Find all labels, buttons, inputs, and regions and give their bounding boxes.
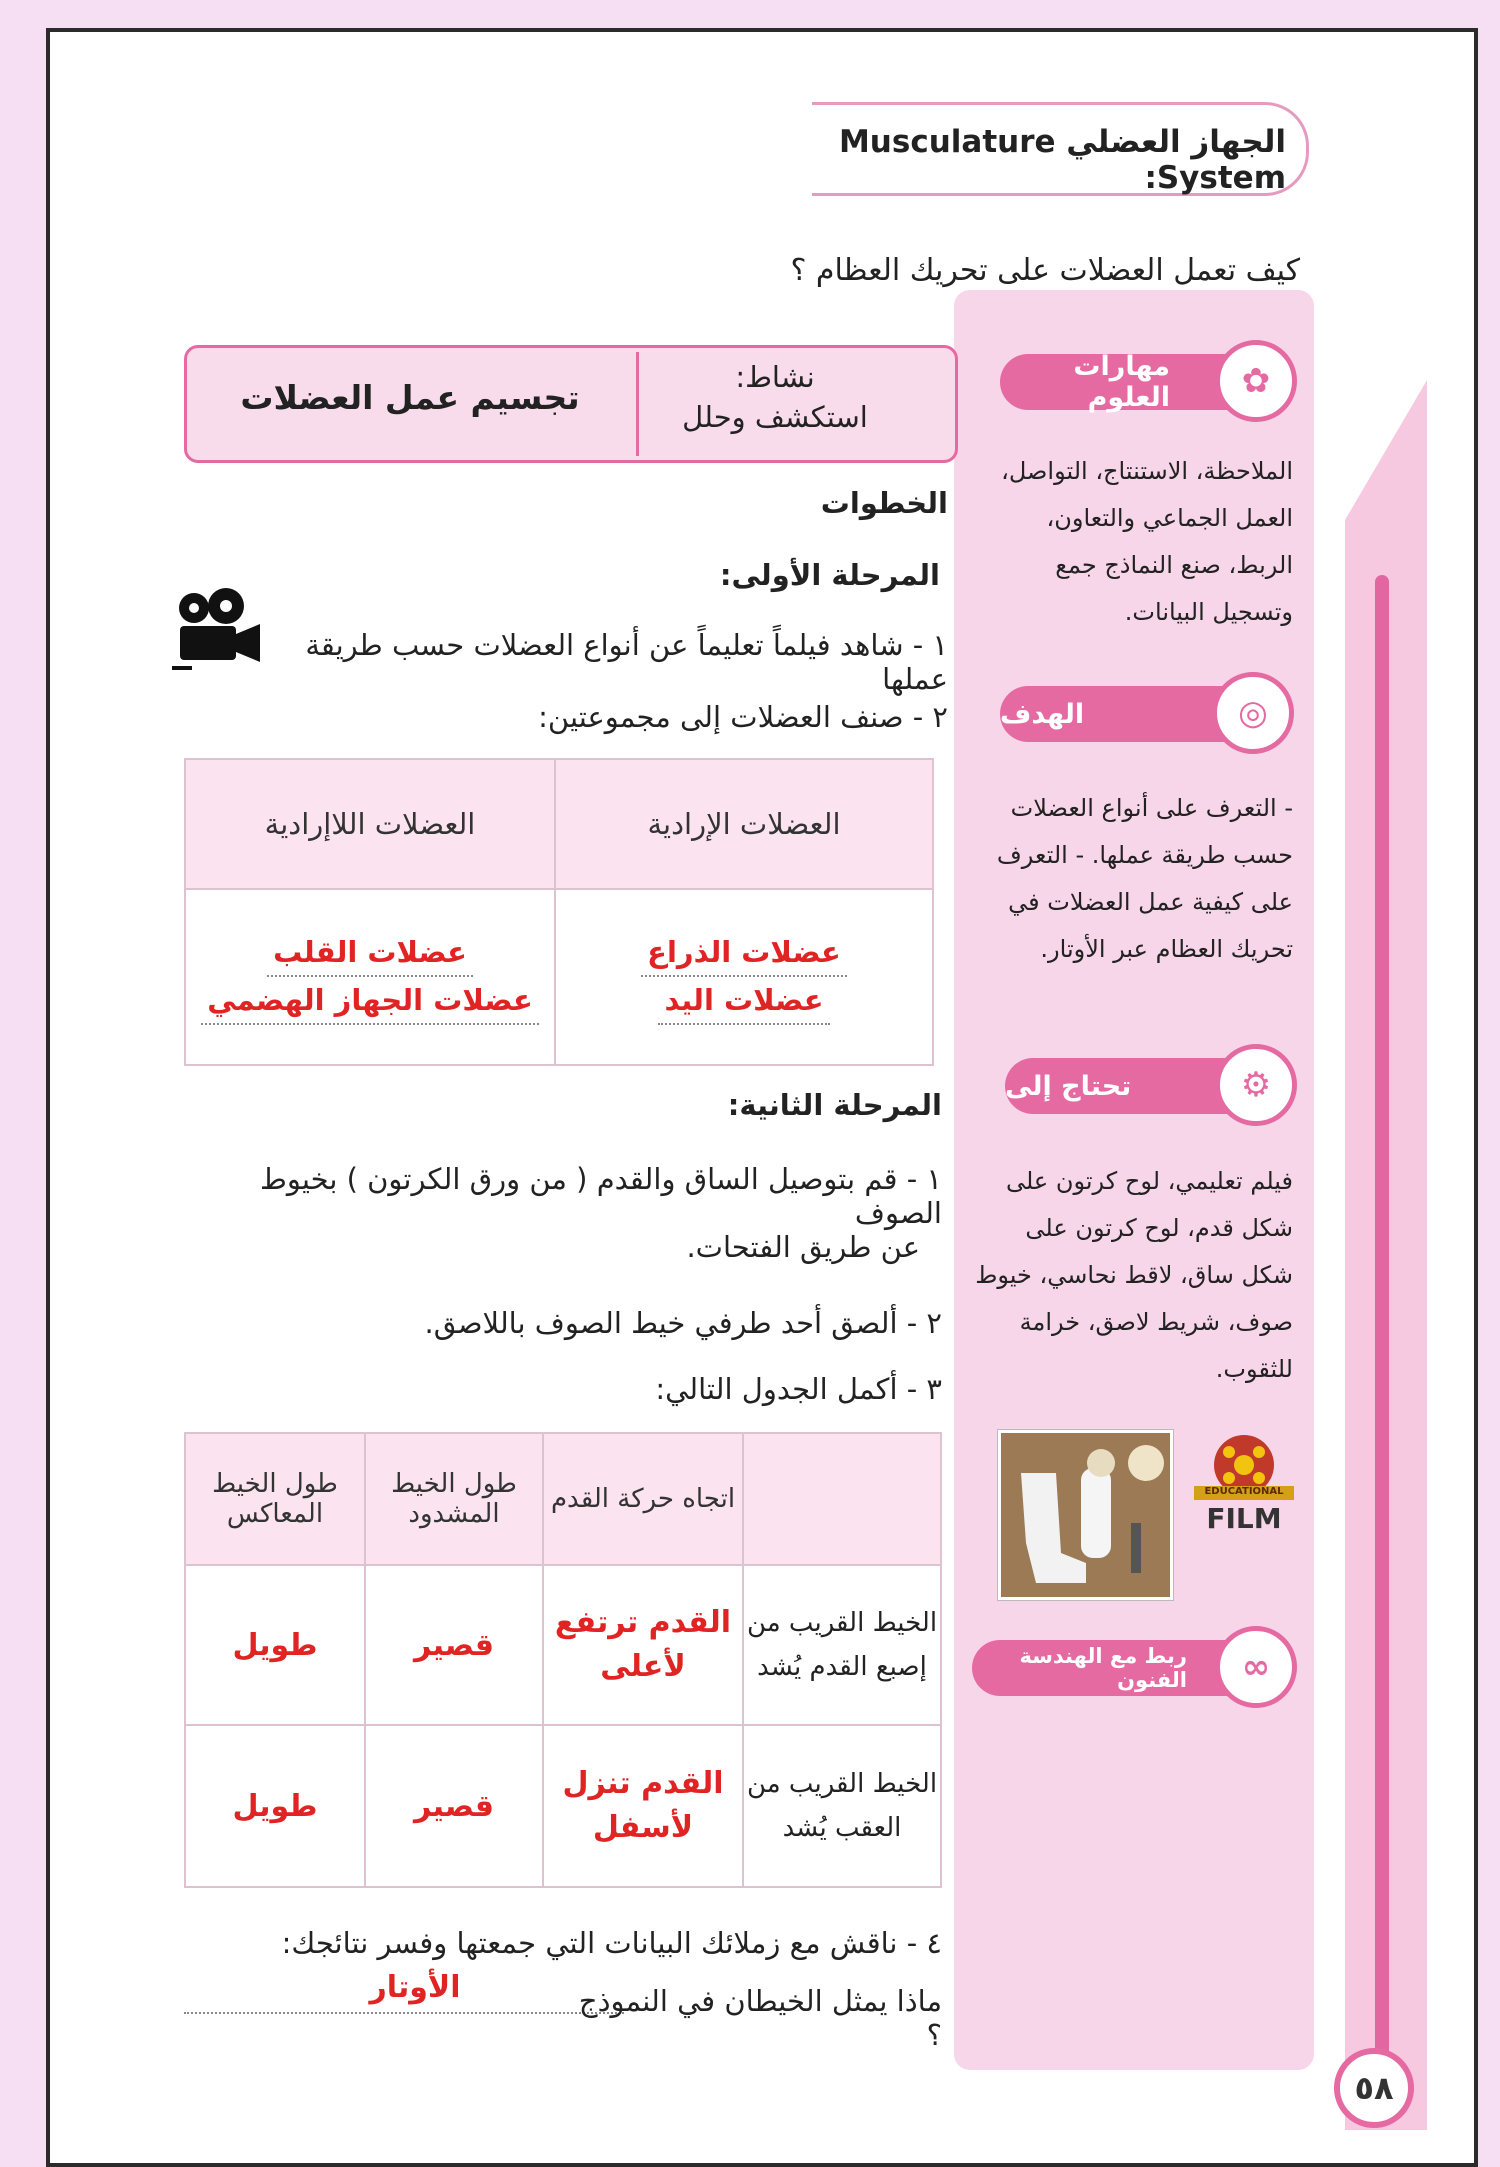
table1-header-voluntary [554,758,934,890]
step4-question: ماذا يمثل الخيطان في النموذج ؟ [578,1984,942,2052]
steps-heading: الخطوات [820,486,948,520]
table1-voluntary-cell [554,888,934,1066]
answer-text: عضلات القلب [267,929,473,977]
answer-text: عضلات الذراع [641,929,847,977]
page-number-text: ٥٨ [1354,2069,1394,2107]
table1-header-involuntary [184,758,556,890]
table2-row2-tight [364,1724,544,1888]
phase2-step1-line1: ١ - قم بتوصيل الساق والقدم ( من ورق الكرتون ) بخيوط الصوف [260,1162,942,1230]
film-label: FILM [1206,1502,1282,1535]
skills-title: مهارات العلوم [1073,351,1170,413]
answer-text: القدم ترتفع لأعلى [554,1605,732,1684]
answer-text: قصير [413,1788,495,1824]
table2-row1-label [742,1564,942,1726]
table2-row2-direction [542,1724,744,1888]
answer-text: طويل [232,1627,318,1663]
phase1-step1: ١ - شاهد فيلماً تعليماً عن أنواع العضلات حسب طريقة عملها [305,628,948,696]
camera-icon [168,586,264,676]
skills-tag [1000,351,1250,413]
needs-tag [1005,1058,1250,1114]
skills-text: الملاحظة، الاستنتاج، التواصل، العمل الجماعي والتعاون، الربط، صنع النماذج جمع وتسجيل البيانات. [1001,457,1293,626]
phase1-step2: ٢ - صنف العضلات إلى مجموعتين: [538,700,948,734]
target-icon: ◎ [1212,672,1294,754]
answer-text: قصير [413,1627,495,1663]
needs-title: تحتاج إلى [1005,1070,1132,1102]
step4-instruction: ٤ - ناقش مع زملائك البيانات التي جمعتها وفسر نتائجك: [281,1926,942,1960]
phase2-step2: ٢ - ألصق أحد طرفي خيط الصوف باللاصق. [424,1306,942,1340]
sidebar-rule [1375,575,1389,2065]
phase2-step1-line2: عن طريق الفتحات. [686,1230,920,1264]
link-title: ربط مع الهندسة الفنون [1019,1644,1187,1692]
table2-row1-opposite [184,1564,366,1726]
header-text: اتجاه حركة القدم [550,1484,736,1514]
table1-involuntary-cell [184,888,556,1066]
table2-header-blank [742,1432,942,1566]
header-text: العضلات الإرادية [647,807,841,841]
phase2-heading: المرحلة الثانية: [727,1088,942,1122]
table2-row2-opposite [184,1724,366,1888]
answer-text: عضلات اليد [658,977,829,1025]
brain-icon: ✿ [1215,340,1297,422]
page-number [1334,2048,1414,2128]
activity-divider [636,352,639,456]
materials-photo [998,1430,1173,1600]
needs-text: فيلم تعليمي، لوح كرتون على شكل قدم، لوح كرتون على شكل ساق، لاقط نحاسي، خيوط صوف، شريط لاصق، خرامة للثقوب. [975,1167,1293,1383]
tools-icon: ⚙ [1215,1044,1297,1126]
goal-title: الهدف [1000,698,1085,730]
phase2-step3: ٣ - أكمل الجدول التالي: [655,1372,942,1406]
lesson-question: كيف تعمل العضلات على تحريك العظام ؟ [790,253,1300,288]
film-icon [1194,1430,1294,1550]
table2-header-tight [364,1432,544,1566]
row-label: الخيط القريب من العقب يُشد [746,1769,938,1843]
film-badge: EDUCATIONAL [1194,1486,1294,1500]
table2-header-direction [542,1432,744,1566]
row-label: الخيط القريب من إصبع القدم يُشد [746,1608,938,1682]
activity-name: تجسيم عمل العضلات [240,378,580,417]
table2-row1-tight [364,1564,544,1726]
answer-text: عضلات الجهاز الهضمي [201,977,539,1025]
answer-text: طويل [232,1788,318,1824]
table2-row1-direction [542,1564,744,1726]
activity-label: نشاط: [735,360,815,394]
table2-row2-label [742,1724,942,1888]
header-text: طول الخيط المعاكس [212,1469,338,1529]
step4-answer: الأوتار [369,1970,461,2005]
phase1-heading: المرحلة الأولى: [719,558,940,592]
link-icon: ∞ [1215,1626,1297,1708]
header-text: العضلات اللاإرادية [264,807,476,841]
activity-type: استكشف وحلل [682,400,868,434]
table2-header-opposite [184,1432,366,1566]
answer-text: القدم تنزل لأسفل [562,1766,724,1845]
answer-line [184,2012,624,2014]
goal-text: - التعرف على أنواع العضلات حسب طريقة عملها. - التعرف على كيفية عمل العضلات في تحريك العظام عبر الأوتار. [996,794,1293,963]
page-title: الجهاز العضلي Musculature System: [838,124,1286,196]
header-text: طول الخيط المشدود [391,1469,517,1529]
